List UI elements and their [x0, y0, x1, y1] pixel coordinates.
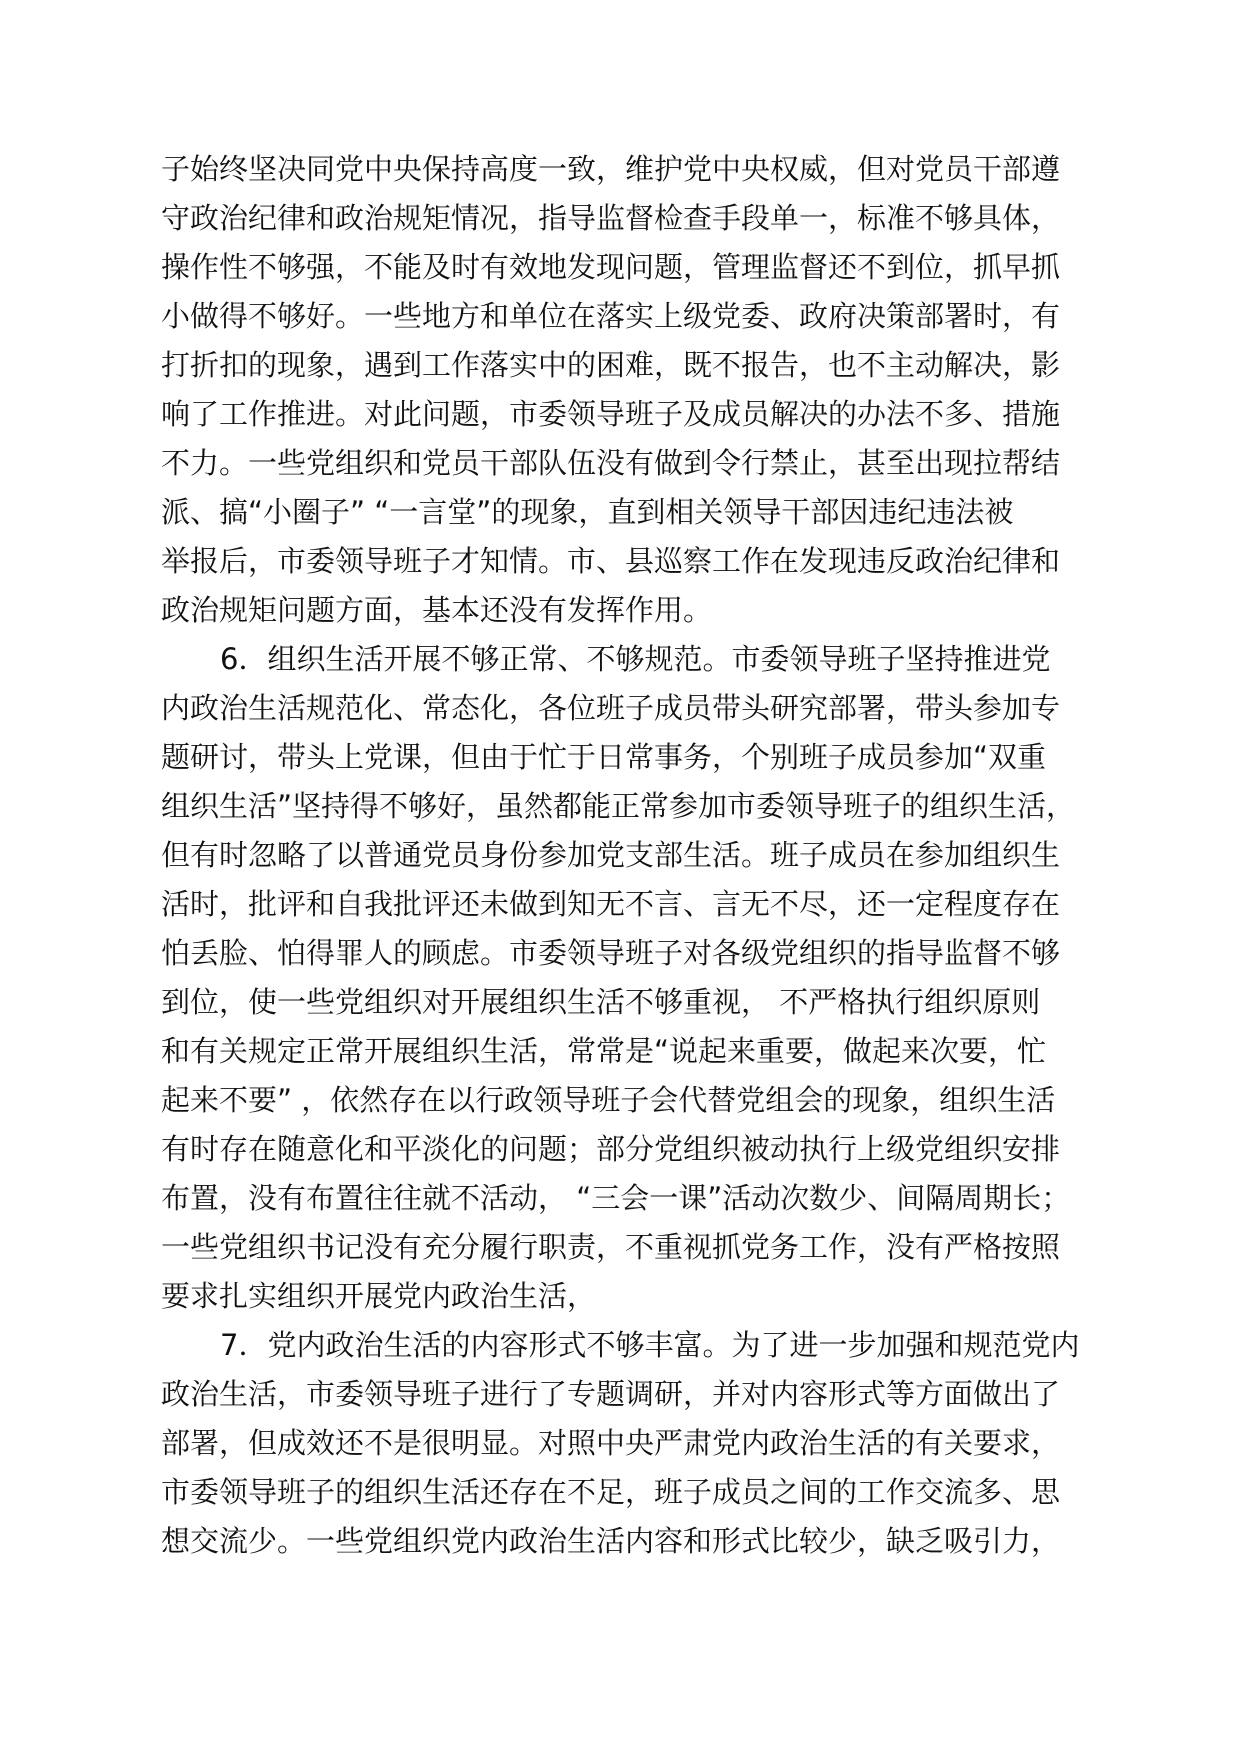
text-line: 举报后，市委领导班子才知情。市、县巡察工作在发现违反政治纪律和 — [161, 544, 1061, 578]
paragraph-first-line: 7．党内政治生活的内容形式不够丰富。为了进一步加强和规范党内 — [220, 1328, 1080, 1362]
text-line: 小做得不够好。一些地方和单位在落实上级党委、政府决策部署时，有 — [161, 299, 1061, 333]
text-line: 打折扣的现象，遇到工作落实中的困难，既不报告，也不主动解决，影 — [161, 348, 1061, 382]
document-body — [161, 145, 1121, 1566]
text-line: 一些党组织书记没有充分履行职责，不重视抓党务工作，没有严格按照 — [161, 1230, 1061, 1264]
text-line: 想交流少。一些党组织党内政治生活内容和形式比较少，缺乏吸引力， — [161, 1524, 1061, 1558]
text-line: 到位，使一些党组织对开展组织生活不够重视， 不严格执行组织原则 — [161, 985, 1041, 1019]
text-line: 题研讨，带头上党课，但由于忙于日常事务，个别班子成员参加“双重 — [161, 740, 1047, 774]
text-line: 要求扎实组织开展党内政治生活， — [161, 1279, 597, 1313]
text-line: 派、搞“小圈子” “一言堂”的现象，直到相关领导干部因违纪违法被 — [161, 495, 1014, 529]
text-line: 布置，没有布置往往就不活动， “三会一课”活动次数少、间隔周期长； — [161, 1181, 1071, 1215]
text-line: 市委领导班子的组织生活还存在不足，班子成员之间的工作交流多、思 — [161, 1475, 1061, 1509]
text-line: 子始终坚决同党中央保持高度一致，维护党中央权威，但对党员干部遵 — [161, 152, 1061, 186]
text-line: 活时，批评和自我批评还未做到知无不言、言无不尽，还一定程度存在 — [161, 887, 1061, 921]
text-line: 响了工作推进。对此问题，市委领导班子及成员解决的办法不多、措施 — [161, 397, 1061, 431]
text-line: 守政治纪律和政治规矩情况，指导监督检查手段单一，标准不够具体， — [161, 201, 1061, 235]
text-line: 政治生活，市委领导班子进行了专题调研，并对内容形式等方面做出了 — [161, 1377, 1061, 1411]
text-line: 内政治生活规范化、常态化，各位班子成员带头研究部署，带头参加专 — [161, 691, 1061, 725]
text-line: 和有关规定正常开展组织生活，常常是“说起来重要，做起来次要，忙 — [161, 1034, 1047, 1068]
text-line: 但有时忽略了以普通党员身份参加党支部生活。班子成员在参加组织生 — [161, 838, 1061, 872]
text-line: 政治规矩问题方面，基本还没有发挥作用。 — [161, 593, 713, 627]
text-line: 有时存在随意化和平淡化的问题；部分党组织被动执行上级党组织安排 — [161, 1132, 1061, 1166]
text-line: 怕丢脸、怕得罪人的顾虑。市委领导班子对各级党组织的指导监督不够 — [161, 936, 1061, 970]
text-line: 组织生活”坚持得不够好，虽然都能正常参加市委领导班子的组织生活， — [161, 789, 1076, 823]
text-line: 操作性不够强，不能及时有效地发现问题，管理监督还不到位，抓早抓 — [161, 250, 1061, 284]
text-line: 不力。一些党组织和党员干部队伍没有做到令行禁止，甚至出现拉帮结 — [161, 446, 1061, 480]
paragraph-first-line: 6．组织生活开展不够正常、不够规范。市委领导班子坚持推进党 — [220, 642, 1051, 676]
text-line: 起来不要” ，依然存在以行政领导班子会代替党组会的现象，组织生活 — [161, 1083, 1056, 1117]
text-line: 部署，但成效还不是很明显。对照中央严肃党内政治生活的有关要求， — [161, 1426, 1061, 1460]
